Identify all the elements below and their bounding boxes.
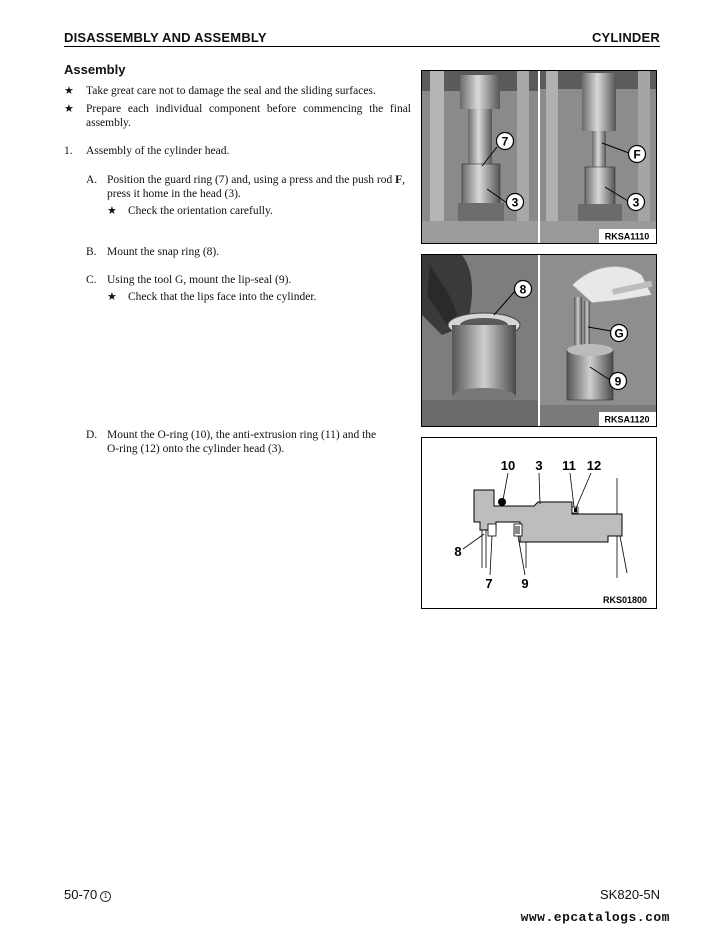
header-section-title: DISASSEMBLY AND ASSEMBLY: [64, 30, 267, 45]
step-number: 1.: [64, 145, 73, 157]
figure-press-guard-ring: [421, 70, 657, 244]
star-bullet-icon: ★: [64, 85, 74, 97]
figure-code: RKSA1120: [604, 414, 650, 425]
label-8: 8: [454, 544, 462, 559]
substep-d-text-line2: O-ring (12) onto the cylinder head (3).: [107, 443, 285, 455]
callout-7: 7: [501, 134, 509, 149]
substep-a-text-part1: Position the guard ring (7) and, using a press and the push rod: [107, 174, 396, 186]
substep-b-letter: B.: [86, 246, 97, 258]
substep-c-text: Using the tool G, mount the lip-seal (9).: [107, 274, 292, 286]
label-11: 11: [562, 458, 576, 473]
callout-f: F: [633, 147, 641, 162]
figure-code: RKSA1110: [604, 231, 650, 242]
page-number-text: 50-70: [64, 887, 98, 902]
callout-8: 8: [519, 282, 527, 297]
note-2: Prepare each individual component before commencing the final assembly.: [86, 103, 411, 129]
substep-a-note: Check the orientation carefully.: [128, 205, 273, 217]
star-bullet-icon: ★: [107, 291, 117, 303]
model-name: SK820-5N: [600, 887, 660, 902]
figure-snap-ring-lip-seal-drawing: [422, 255, 656, 426]
substep-c-note: Check that the lips face into the cylinder.: [128, 291, 317, 303]
star-bullet-icon: ★: [107, 205, 117, 217]
callout-3b: 3: [632, 195, 640, 210]
substep-a-letter: A.: [86, 174, 98, 186]
substep-a-text-part2: ,: [402, 174, 406, 186]
label-7: 7: [485, 576, 493, 591]
substep-c-letter: C.: [86, 274, 97, 286]
substep-d-text-line1: Mount the O-ring (10), the anti-extrusion ring (11) and the: [107, 429, 377, 441]
page-number: [64, 887, 111, 902]
figure-press-guard-ring-drawing: [422, 71, 656, 243]
label-3: 3: [535, 458, 543, 473]
callout-g: G: [614, 326, 624, 341]
note-1: Take great care not to damage the seal and the sliding surfaces.: [86, 85, 376, 97]
label-10: 10: [500, 458, 516, 473]
figure-code: RKS01800: [602, 595, 648, 605]
header-chapter-title: CYLINDER: [591, 30, 660, 45]
label-9: 9: [521, 576, 529, 591]
revision-mark-icon: 1: [100, 891, 111, 902]
section-title: Assembly: [64, 62, 126, 77]
substep-d-letter: D.: [86, 429, 98, 441]
callout-3: 3: [511, 195, 519, 210]
step-title: Assembly of the cylinder head.: [86, 145, 230, 157]
figure-cylinder-head-section-drawing: [422, 438, 656, 608]
substep-a-text: [107, 173, 412, 187]
watermark-url: www.epcatalogs.com: [520, 910, 670, 925]
header-rule: [64, 46, 660, 47]
callout-9: 9: [614, 374, 622, 389]
substep-a-text-line2: press it home in the head (3).: [107, 188, 241, 200]
substep-b-text: Mount the snap ring (8).: [107, 246, 220, 258]
figure-cylinder-head-section: [421, 437, 657, 609]
figure-snap-ring-lip-seal: [421, 254, 657, 427]
label-12: 12: [586, 458, 602, 473]
star-bullet-icon: ★: [64, 103, 74, 115]
substep-a-tool: F: [395, 174, 403, 186]
